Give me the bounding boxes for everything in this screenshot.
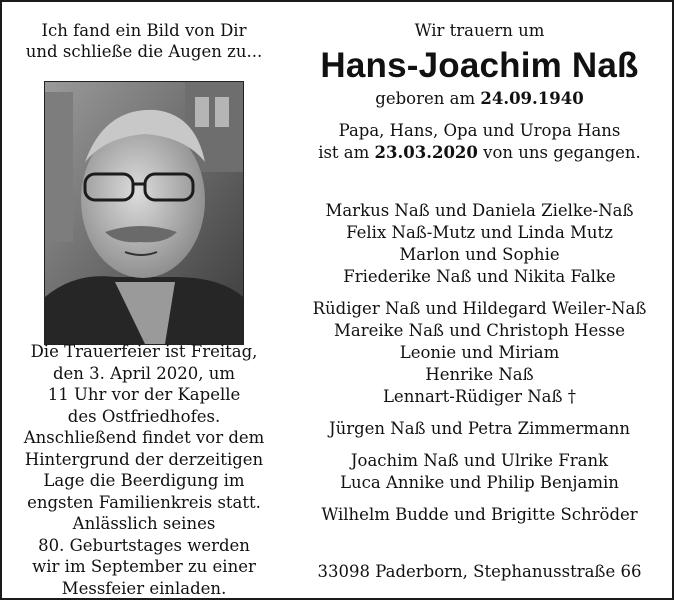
mourners-group-1 — [302, 200, 657, 288]
mourner-line: Mareike Naß und Christoph Hesse — [333, 321, 625, 340]
death-date: 23.03.2020 — [374, 143, 478, 162]
quote-line: und schließe die Augen zu... — [25, 42, 263, 61]
service-line: des Ostfriedhofes. — [67, 406, 221, 426]
quote — [20, 20, 268, 62]
birth-date: 24.09.1940 — [480, 89, 584, 108]
quote-line: Ich fand ein Bild von Dir — [41, 21, 247, 40]
intro-text: Wir trauern um — [414, 21, 545, 40]
mourner-line: Markus Naß und Daniela Zielke-Naß — [325, 201, 634, 220]
service-line: engsten Familienkreis statt. — [27, 492, 261, 512]
mourner-line: Felix Naß-Mutz und Linda Mutz — [346, 223, 613, 242]
mourner-line: Luca Annike und Philip Benjamin — [340, 473, 619, 492]
service-line: den 3. April 2020, um — [52, 363, 236, 383]
service-line: 11 Uhr vor der Kapelle — [47, 385, 241, 404]
left-column — [20, 20, 268, 345]
portrait-illustration — [45, 82, 243, 344]
mourner-line: Leonie und Miriam — [399, 343, 560, 362]
tribute-line: Papa, Hans, Opa und Uropa Hans — [338, 121, 621, 140]
right-column — [302, 20, 657, 526]
mourner-line: Rüdiger Naß und Hildegard Weiler-Naß — [312, 299, 647, 318]
service-line: 80. Geburtstages werden — [38, 535, 250, 555]
mourner-line: Joachim Naß und Ulrike Frank — [350, 451, 609, 470]
death-suffix: von uns gegangen. — [483, 143, 641, 162]
deceased-name: Hans-Joachim Naß — [320, 46, 639, 85]
mourners-group-2 — [302, 298, 657, 408]
address: 33098 Paderborn, Stephanusstraße 66 — [317, 562, 642, 581]
mourner-line: Wilhelm Budde und Brigitte Schröder — [321, 505, 638, 524]
service-line: Lage die Beerdigung im — [43, 471, 245, 490]
birth-prefix: geboren am — [375, 89, 476, 108]
mourner-line: Lennart-Rüdiger Naß † — [382, 387, 577, 406]
mourners-group-4 — [302, 450, 657, 494]
mourner-line: Jürgen Naß und Petra Zimmermann — [328, 419, 631, 438]
mourners-group-5 — [302, 504, 657, 526]
service-line: Messfeier einladen. — [61, 578, 227, 598]
mourner-line: Marlon und Sophie — [399, 245, 560, 264]
death-line — [302, 142, 657, 164]
mourner-line: Friederike Naß und Nikita Falke — [343, 267, 616, 286]
funeral-service-info — [20, 341, 268, 599]
service-line: Die Trauerfeier ist Freitag, — [30, 342, 258, 361]
mourners-group-3 — [302, 418, 657, 440]
service-line: Anlässlich seines — [72, 514, 216, 533]
service-line: wir im September zu einer — [32, 557, 256, 576]
portrait-photo — [44, 81, 244, 345]
mourner-line: Henrike Naß — [425, 365, 534, 384]
service-line: Anschließend findet vor dem — [23, 428, 265, 447]
death-prefix: ist am — [318, 143, 370, 162]
birth-line — [302, 88, 657, 110]
service-line: Hintergrund der derzeitigen — [24, 449, 264, 469]
